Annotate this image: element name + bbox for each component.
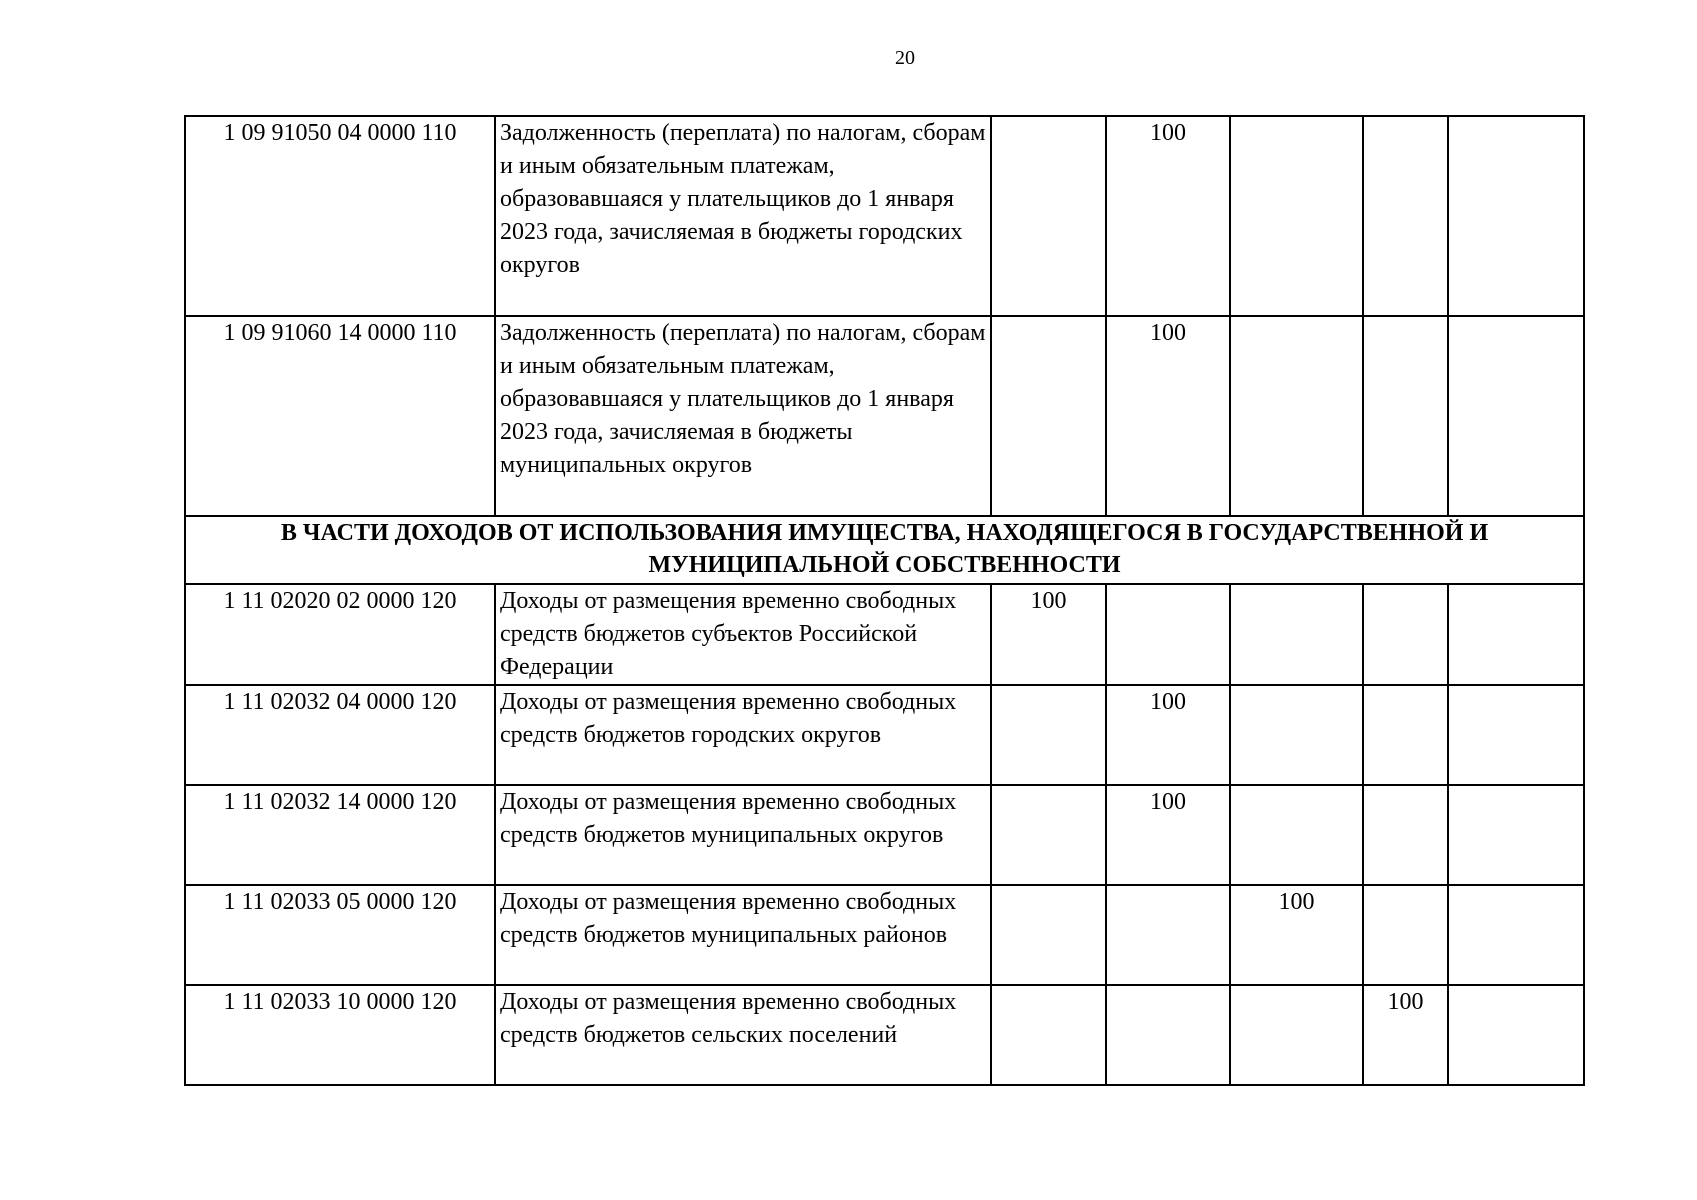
share-cell — [1106, 584, 1230, 685]
share-cell — [1363, 116, 1448, 316]
share-cell — [991, 785, 1106, 885]
share-cell — [1448, 584, 1584, 685]
share-cell — [1106, 985, 1230, 1085]
revenue-description: Доходы от размещения временно свободных средств бюджетов сельских поселений — [495, 985, 991, 1085]
share-cell — [1448, 885, 1584, 985]
revenue-description: Задолженность (переплата) по налогам, сборам и иным обязательным платежам, образовавшаяся у плательщиков до 1 января 2023 года, зачисляемая в бюджеты муниципальных округов — [495, 316, 991, 516]
share-cell: 100 — [1230, 885, 1363, 985]
revenue-description: Задолженность (переплата) по налогам, сборам и иным обязательным платежам, образовавшаяся у плательщиков до 1 января 2023 года, зачисляемая в бюджеты городских округов — [495, 116, 991, 316]
share-cell — [1230, 985, 1363, 1085]
section-row — [185, 516, 1584, 584]
table-row — [185, 985, 1584, 1085]
share-cell: 100 — [1106, 316, 1230, 516]
revenue-code: 1 11 02033 10 0000 120 — [185, 985, 495, 1085]
share-cell — [1448, 985, 1584, 1085]
table-row — [185, 116, 1584, 316]
revenue-code: 1 11 02032 14 0000 120 — [185, 785, 495, 885]
share-cell — [991, 316, 1106, 516]
revenue-code: 1 11 02032 04 0000 120 — [185, 685, 495, 785]
share-cell — [1363, 316, 1448, 516]
share-cell: 100 — [1106, 785, 1230, 885]
share-cell — [1230, 316, 1363, 516]
revenue-description: Доходы от размещения временно свободных средств бюджетов муниципальных округов — [495, 785, 991, 885]
share-cell: 100 — [1106, 685, 1230, 785]
table-row — [185, 584, 1584, 685]
share-cell: 100 — [991, 584, 1106, 685]
share-cell — [991, 685, 1106, 785]
share-cell — [1448, 685, 1584, 785]
share-cell — [1448, 785, 1584, 885]
share-cell — [991, 885, 1106, 985]
share-cell — [1448, 116, 1584, 316]
table-row — [185, 785, 1584, 885]
table-row — [185, 885, 1584, 985]
table-row — [185, 316, 1584, 516]
share-cell — [1230, 584, 1363, 685]
share-cell — [991, 985, 1106, 1085]
share-cell — [1230, 785, 1363, 885]
share-cell: 100 — [1363, 985, 1448, 1085]
table-row — [185, 685, 1584, 785]
share-cell — [1363, 785, 1448, 885]
revenue-code: 1 09 91060 14 0000 110 — [185, 316, 495, 516]
share-cell — [991, 116, 1106, 316]
share-cell — [1363, 885, 1448, 985]
revenue-description: Доходы от размещения временно свободных средств бюджетов городских округов — [495, 685, 991, 785]
share-cell — [1106, 885, 1230, 985]
revenue-description: Доходы от размещения временно свободных средств бюджетов муниципальных районов — [495, 885, 991, 985]
section-title: В ЧАСТИ ДОХОДОВ ОТ ИСПОЛЬЗОВАНИЯ ИМУЩЕСТВА, НАХОДЯЩЕГОСЯ В ГОСУДАРСТВЕННОЙ И МУНИЦИПАЛЬНОЙ СОБСТВЕННОСТИ — [185, 516, 1584, 584]
share-cell: 100 — [1106, 116, 1230, 316]
share-cell — [1363, 685, 1448, 785]
share-cell — [1363, 584, 1448, 685]
revenue-distribution-table — [184, 115, 1585, 1086]
revenue-code: 1 09 91050 04 0000 110 — [185, 116, 495, 316]
share-cell — [1230, 685, 1363, 785]
share-cell — [1448, 316, 1584, 516]
revenue-code: 1 11 02033 05 0000 120 — [185, 885, 495, 985]
page-number: 20 — [895, 47, 915, 69]
share-cell — [1230, 116, 1363, 316]
revenue-code: 1 11 02020 02 0000 120 — [185, 584, 495, 685]
revenue-description: Доходы от размещения временно свободных средств бюджетов субъектов Российской Федерации — [495, 584, 991, 685]
